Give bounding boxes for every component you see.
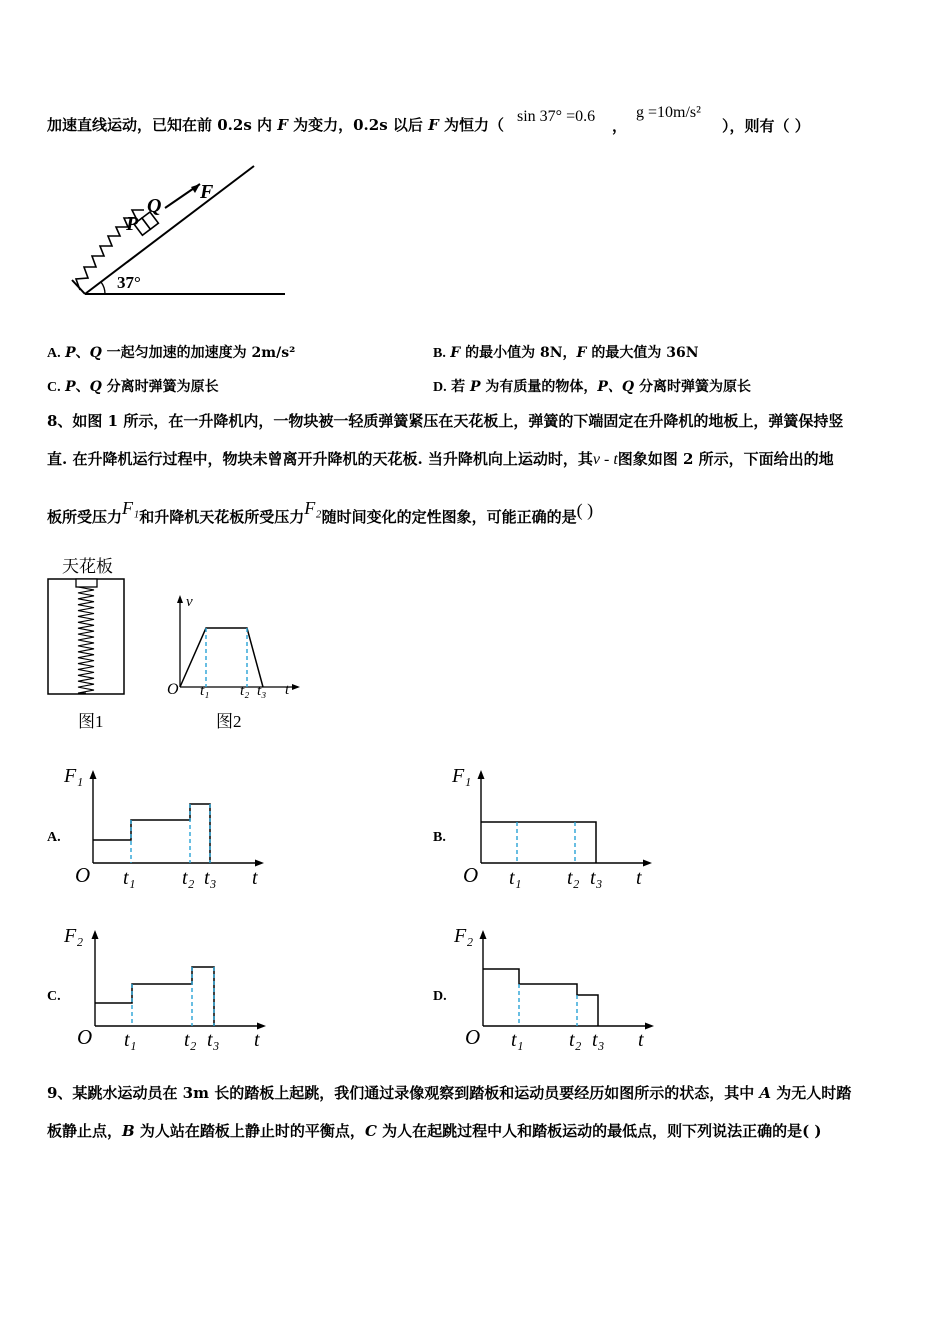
tick-t2: t₂ — [240, 683, 250, 699]
option-letter: D. — [433, 380, 447, 395]
q9-var-a: A — [759, 1084, 772, 1102]
x-axis-label: t — [638, 1029, 644, 1050]
x-axis-arrow — [292, 684, 300, 690]
origin-label: O — [167, 681, 179, 698]
tick-t1: t₁ — [509, 867, 522, 889]
q9-stem-text: 为无人时踏 — [771, 1084, 852, 1102]
q9-stem-text: 为人站在踏板上静止时的平衡点， — [134, 1122, 365, 1140]
f-curve — [95, 967, 214, 1026]
option-var: P — [469, 379, 481, 395]
q8-option-a-graph[interactable] — [60, 760, 275, 890]
option-text: 的最小值为 8N， — [460, 345, 577, 361]
y-axis-arrow — [478, 770, 485, 779]
option-letter: A. — [47, 346, 61, 361]
ceiling-label: 天花板 — [62, 557, 113, 576]
option-var: P — [65, 379, 76, 395]
option-var: P — [65, 345, 76, 361]
tick-t2: t₂ — [184, 1029, 197, 1050]
angle-arc — [101, 282, 105, 294]
q7-stem-end: ），则有（ ） — [722, 117, 810, 135]
q8-option-b-letter[interactable]: B. — [433, 830, 446, 845]
origin-label: O — [77, 1025, 93, 1049]
q7-stem-text: 为变力，0.2s 以后 — [287, 116, 429, 134]
q8-option-c-letter[interactable]: C. — [47, 989, 61, 1004]
option-var: F — [576, 345, 587, 361]
spring-icon — [78, 587, 94, 693]
f-curve — [93, 804, 210, 863]
y-axis-arrow — [177, 595, 183, 603]
option-text: 、 — [75, 345, 90, 361]
tick-t1: t₁ — [511, 1029, 524, 1050]
q8-stem-text: 图象如图 2 所示，下面给出的地 — [617, 450, 834, 468]
q7-stem-line — [47, 115, 504, 135]
q8-figure-2 — [160, 590, 305, 735]
q8-var-f2: F₂ — [304, 498, 322, 518]
x-axis-label: t — [254, 1029, 260, 1050]
q9-stem-text: 为人在起跳过程中人和踏板运动的最低点，则下列说法正确的是( ) — [376, 1122, 822, 1140]
vt-curve — [180, 628, 263, 687]
q8-option-d-letter[interactable]: D. — [433, 989, 447, 1004]
option-var: Q — [89, 345, 102, 361]
tick-t1: t₁ — [200, 683, 210, 699]
tick-t2: t₂ — [182, 867, 195, 889]
tick-t3: t₃ — [257, 683, 267, 699]
q8-answer-paren: ( ) — [576, 500, 594, 520]
tick-t3: t₃ — [592, 1029, 605, 1050]
option-letter: C. — [47, 380, 61, 395]
q8-stem-text: 板所受压力 — [47, 508, 123, 526]
tick-t2: t₂ — [569, 1029, 582, 1050]
q8-option-c-graph[interactable] — [60, 920, 275, 1050]
q8-stem-line-2 — [47, 449, 834, 470]
label-p: P — [126, 213, 139, 235]
q8-figure-1 — [40, 552, 140, 737]
q8-stem-text: 随时间变化的定性图象，可能正确的是 — [321, 508, 577, 526]
q8-option-b-graph[interactable] — [448, 760, 663, 890]
tick-t1: t₁ — [123, 867, 136, 889]
q7-option-a[interactable] — [47, 343, 295, 364]
x-axis-label: t — [285, 682, 290, 698]
q9-var-b: B — [122, 1122, 135, 1140]
q7-incline-figure — [60, 160, 300, 305]
q7-given-g: g =10m/s² — [636, 104, 701, 121]
block-icon — [76, 579, 97, 587]
option-text: 分离时弹簧为原长 — [101, 379, 219, 395]
q7-given-sep: ， — [612, 117, 628, 135]
x-axis-label: t — [636, 867, 642, 889]
y-axis-label: v — [186, 594, 193, 610]
q8-stem-text: 和升降机天花板所受压力 — [139, 508, 305, 526]
label-angle: 37° — [117, 273, 141, 292]
x-axis-arrow — [645, 1023, 654, 1030]
option-text: 为有质量的物体， — [480, 379, 598, 395]
q7-option-c[interactable] — [47, 377, 219, 398]
x-axis-arrow — [643, 860, 652, 867]
q8-stem-line-1: 8、如图 1 所示，在一升降机内，一物块被一轻质弹簧紧压在天花板上，弹簧的下端固定在升降机的地板上，弹簧保持竖 — [47, 412, 844, 430]
incline-line — [85, 166, 254, 294]
tick-t3: t₃ — [204, 867, 217, 889]
q9-var-c: C — [364, 1122, 377, 1140]
q8-stem-line-3 — [47, 498, 594, 527]
q7-option-d[interactable] — [433, 377, 751, 398]
option-text: 、 — [75, 379, 90, 395]
option-text: 一起匀加速的加速度为 2m/s² — [101, 345, 296, 361]
q7-option-b[interactable] — [433, 343, 699, 364]
q9-stem-line-2 — [47, 1121, 822, 1141]
f-curve — [483, 969, 598, 1026]
x-axis-arrow — [255, 860, 264, 867]
option-text: 分离时弹簧为原长 — [634, 379, 751, 395]
origin-label: O — [465, 1025, 481, 1049]
tick-t3: t₃ — [590, 867, 603, 889]
y-axis-arrow — [92, 930, 99, 939]
origin-label: O — [75, 863, 91, 887]
y-axis-label: F₂ — [454, 925, 474, 947]
tick-t1: t₁ — [124, 1029, 137, 1050]
q8-var-vt: v - t — [592, 451, 618, 468]
q9-stem-line-1 — [47, 1083, 851, 1103]
figure-2-caption: 图2 — [216, 712, 242, 731]
option-var: Q — [89, 379, 102, 395]
y-axis-label: F₁ — [452, 765, 472, 787]
q8-option-a-letter[interactable]: A. — [47, 830, 61, 845]
y-axis-arrow — [480, 930, 487, 939]
q8-var-f1: F₁ — [122, 498, 140, 518]
option-var: P、Q — [597, 379, 635, 395]
origin-label: O — [463, 863, 479, 887]
tick-t3: t₃ — [207, 1029, 220, 1050]
q9-stem-text: 板静止点， — [47, 1122, 123, 1140]
y-axis-arrow — [90, 770, 97, 779]
q8-stem-text: 直. 在升降机运行过程中，物块未曾离开升降机的天花板. 当升降机向上运动时，其 — [47, 450, 593, 468]
q9-stem-text: 9、某跳水运动员在 3m 长的踏板上起跳，我们通过录像观察到踏板和运动员要经历如图所示的状态，其中 — [47, 1084, 760, 1102]
q7-stem-var-F: F — [277, 116, 288, 134]
y-axis-label: F₂ — [64, 925, 84, 947]
q7-stem-text: 加速直线运动，已知在前 0.2s 内 — [47, 116, 278, 134]
q7-stem-var-F: F — [428, 116, 439, 134]
x-axis-label: t — [252, 867, 258, 889]
f-curve — [481, 822, 596, 863]
q7-given-sin: sin 37° =0.6 — [517, 108, 596, 125]
force-arrow-head — [191, 184, 200, 193]
y-axis-label: F₁ — [64, 765, 84, 787]
option-text: 若 — [451, 379, 470, 395]
option-text: 的最大值为 36N — [586, 345, 699, 361]
q7-stem-text: 为恒力（ — [438, 116, 504, 134]
tick-t2: t₂ — [567, 867, 580, 889]
figure-1-caption: 图1 — [78, 712, 104, 731]
label-q: Q — [147, 195, 162, 217]
option-letter: B. — [433, 346, 446, 361]
option-var: F — [450, 345, 461, 361]
axes — [90, 770, 265, 867]
q8-option-d-graph[interactable] — [450, 920, 665, 1050]
label-f: F — [200, 181, 214, 203]
